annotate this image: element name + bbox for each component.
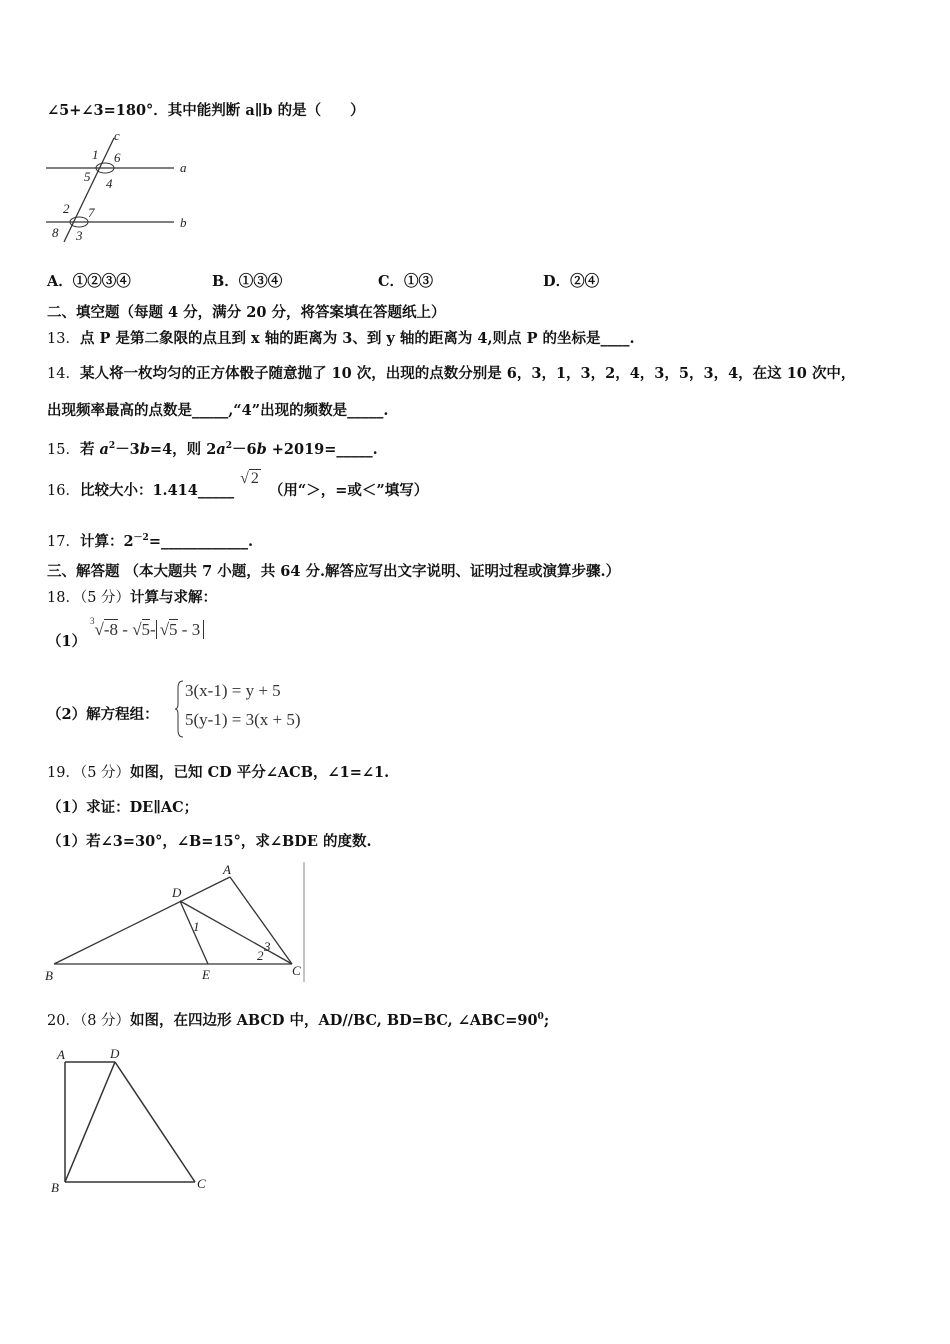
label-7: 7 bbox=[88, 205, 95, 220]
label-2: 2 bbox=[63, 201, 70, 216]
option-a: A．①②③④ bbox=[47, 273, 131, 290]
label-b: b bbox=[180, 215, 187, 230]
label-1: 1 bbox=[193, 919, 200, 934]
question-19: 19．（5 分）如图，已知 CD 平分∠ACB，∠1=∠1. bbox=[47, 764, 390, 781]
label-B: B bbox=[45, 968, 53, 983]
label-A: A bbox=[57, 1047, 65, 1062]
intro-line: ∠5+∠3=180°．其中能判断 a∥b 的是（ ） bbox=[47, 102, 365, 119]
label-1: 1 bbox=[92, 147, 99, 162]
label-3: 3 bbox=[76, 228, 83, 243]
label-2: 2 bbox=[257, 948, 264, 963]
q18-equation-system bbox=[175, 680, 335, 740]
q18-part2-label: （2）解方程组： bbox=[47, 706, 159, 723]
option-d: D．②④ bbox=[543, 273, 600, 290]
label-A: A bbox=[223, 862, 231, 877]
equation-1: 3(x-1) = y + 5 bbox=[185, 681, 281, 700]
question-14-line2: 出现频率最高的点数是_____,“4”出现的频数是_____. bbox=[47, 402, 389, 419]
brace-icon bbox=[175, 680, 185, 738]
section3-heading: 三、解答题 （本大题共 7 小题，共 64 分.解答应写出文字说明、证明过程或演算步骤.） bbox=[47, 563, 621, 580]
label-B: B bbox=[51, 1180, 59, 1195]
question-18: 18．（5 分）计算与求解： bbox=[47, 589, 218, 606]
q18-part1-expression: $^3$√-8 - √5- √5 - 3 bbox=[90, 620, 204, 640]
question-20: 20．（8 分）如图，在四边形 ABCD 中，AD//BC, BD=BC, $\angle ABC=90^0$; bbox=[47, 1011, 550, 1029]
label-c: c bbox=[114, 130, 120, 143]
q19-part2: （1）若∠3=30°，∠B=15°，求∠BDE 的度数. bbox=[47, 833, 372, 850]
question-15: 15．若 $a^2-3b=4$，则 $2a^2-6b$ +2019=_____. bbox=[47, 440, 378, 458]
label-3: 3 bbox=[264, 939, 271, 954]
label-8: 8 bbox=[52, 225, 59, 240]
label-a: a bbox=[180, 160, 187, 175]
label-C: C bbox=[197, 1176, 206, 1191]
label-5: 5 bbox=[84, 169, 91, 184]
question-16: 16．比较大小：1.414_____√ 2（用“＞，=或＜”填写） bbox=[47, 470, 429, 499]
quadrilateral-figure bbox=[45, 1040, 220, 1200]
question-13: 13．点 P 是第二象限的点且到 x 轴的距离为 3、到 y 轴的距离为 4,则点 P 的坐标是____. bbox=[47, 330, 635, 347]
label-D: D bbox=[172, 885, 182, 900]
label-C: C bbox=[292, 963, 301, 978]
option-b: B．①③④ bbox=[212, 273, 283, 290]
question-14-line1: 14．某人将一枚均匀的正方体骰子随意抛了 10 次，出现的点数分别是 6，3，1，3，2，4，3，5，3，4，在这 10 次中， bbox=[47, 365, 856, 382]
label-6: 6 bbox=[114, 150, 121, 165]
label-D: D bbox=[110, 1046, 120, 1061]
q19-part1: （1）求证：DE∥AC； bbox=[47, 799, 199, 816]
label-4: 4 bbox=[106, 176, 113, 191]
section2-heading: 二、填空题（每题 4 分，满分 20 分，将答案填在答题纸上） bbox=[47, 304, 446, 321]
question-17: 17．计算：$2^{-2}=\_\_\_\_\_\_\_\_\_\_\_\_$. bbox=[47, 532, 254, 550]
option-c: C．①③ bbox=[378, 273, 434, 290]
parallel-lines-figure bbox=[44, 130, 194, 248]
q18-part1-label: （1） bbox=[47, 633, 87, 650]
equation-2: 5(y-1) = 3(x + 5) bbox=[185, 710, 301, 729]
triangle-figure bbox=[40, 860, 310, 985]
label-E: E bbox=[202, 967, 210, 982]
